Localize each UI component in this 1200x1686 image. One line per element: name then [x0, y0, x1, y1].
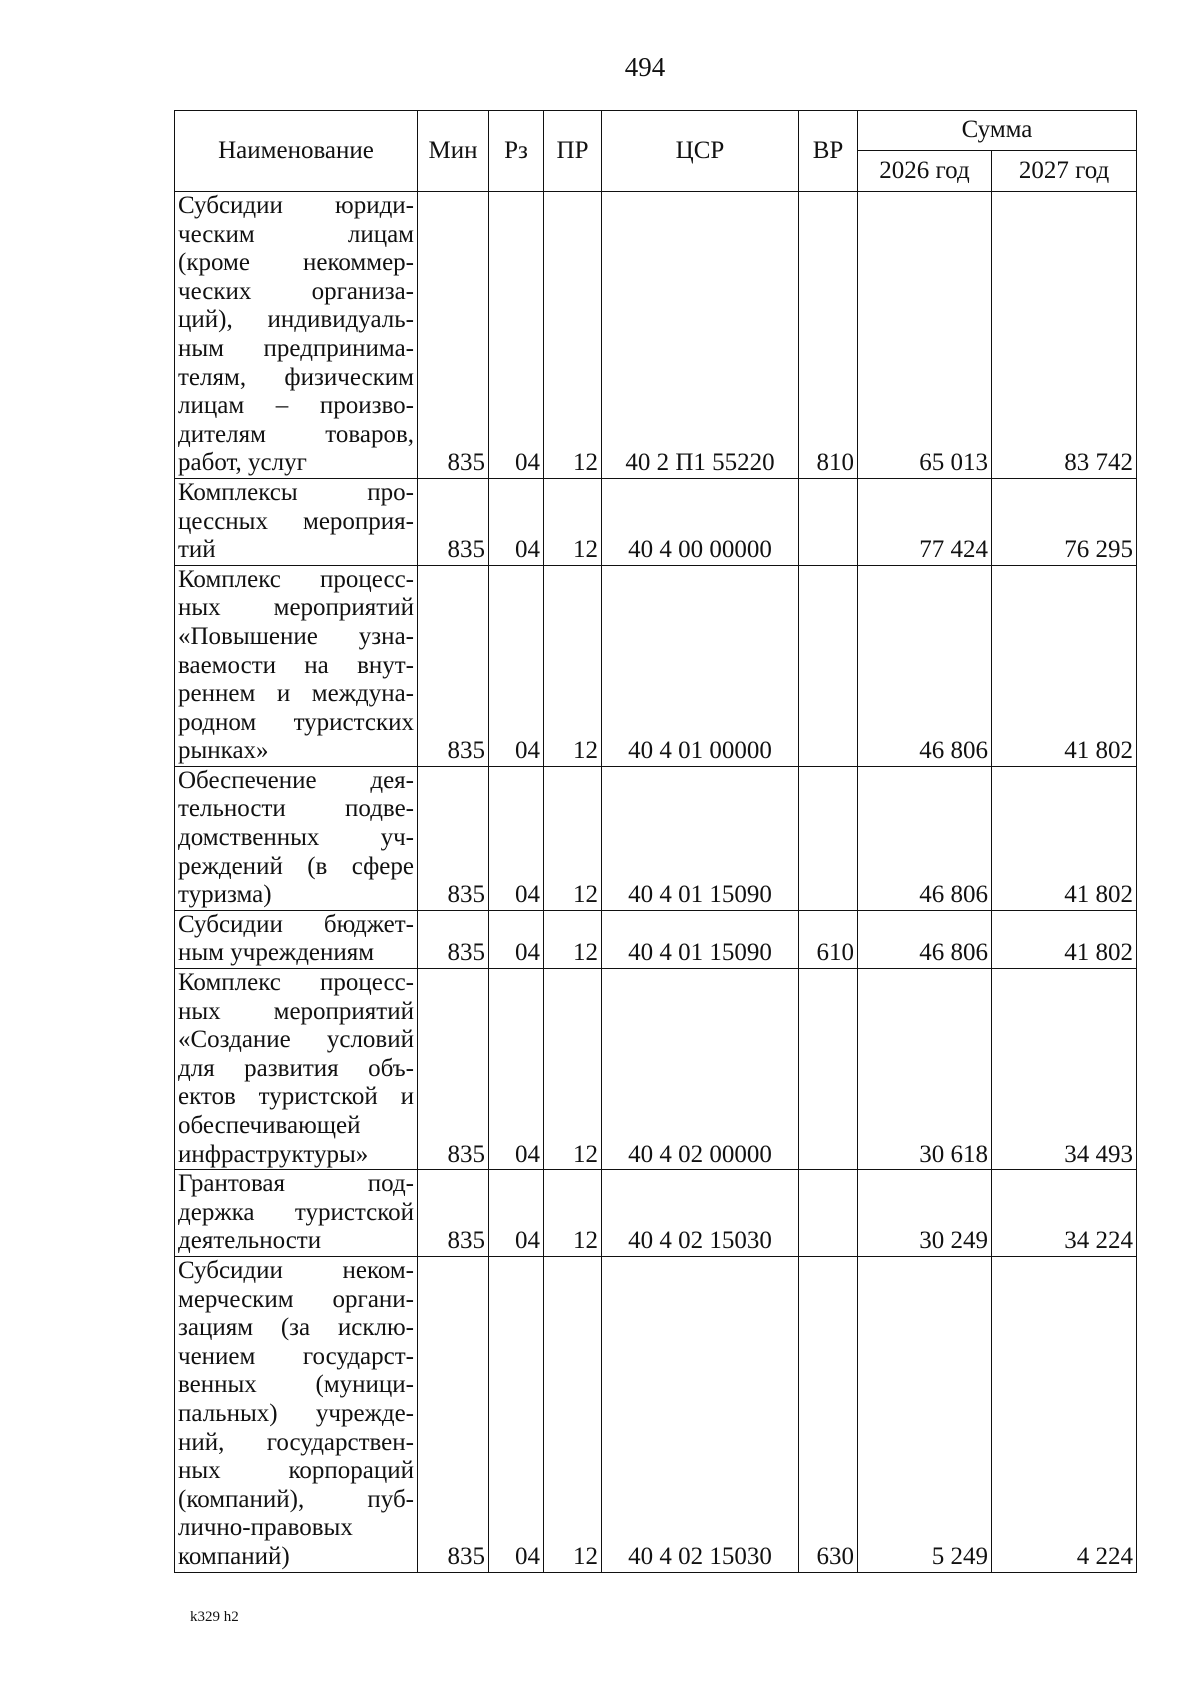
row-sum-2026: 65 013 — [858, 192, 992, 479]
table-row — [175, 969, 1137, 1170]
row-csr: 40 4 01 15090 — [602, 766, 799, 910]
row-rz: 04 — [489, 478, 544, 565]
row-name-line: Грантовая под- — [178, 1170, 414, 1198]
row-csr: 40 4 02 15030 — [602, 1256, 799, 1572]
row-rz: 04 — [489, 192, 544, 479]
row-name-line: телям, физическим — [178, 363, 414, 391]
row-name — [175, 1256, 418, 1572]
row-pr: 12 — [544, 969, 602, 1170]
row-name-line: дителям товаров, — [178, 420, 414, 448]
row-pr: 12 — [544, 192, 602, 479]
header-csr: ЦСР — [602, 111, 799, 192]
table-row — [175, 1170, 1137, 1257]
row-sum-2027: 4 224 — [992, 1256, 1137, 1572]
header-name: Наименование — [175, 111, 418, 192]
table-row — [175, 478, 1137, 565]
row-name-line: ных мероприятий — [178, 997, 414, 1025]
row-rz: 04 — [489, 565, 544, 766]
row-vr — [799, 766, 858, 910]
row-csr: 40 4 02 15030 — [602, 1170, 799, 1257]
row-pr: 12 — [544, 1170, 602, 1257]
row-name-line: рынках» — [178, 737, 269, 765]
header-sum: Сумма — [858, 111, 1137, 151]
row-name-line: чением государст- — [178, 1342, 414, 1370]
row-name-line: пальных) учрежде- — [178, 1399, 414, 1427]
row-min: 835 — [418, 478, 489, 565]
row-name-line: зациям (за исклю- — [178, 1314, 414, 1342]
row-name-line: тий — [178, 536, 216, 564]
row-name-line: держка туристской — [178, 1198, 414, 1226]
row-name-line: компаний) — [178, 1542, 290, 1570]
row-name-line: Субсидии бюджет- — [178, 910, 414, 938]
row-sum-2027: 41 802 — [992, 565, 1137, 766]
row-min: 835 — [418, 1256, 489, 1572]
header-vr: ВР — [799, 111, 858, 192]
row-pr: 12 — [544, 766, 602, 910]
row-min: 835 — [418, 192, 489, 479]
row-name-line: Комплексы про- — [178, 478, 414, 506]
row-csr: 40 4 02 00000 — [602, 969, 799, 1170]
header-rz: Рз — [489, 111, 544, 192]
row-name-line: ций), индивидуаль- — [178, 306, 414, 334]
row-min: 835 — [418, 910, 489, 968]
row-name-line: реннем и междуна- — [178, 680, 414, 708]
row-rz: 04 — [489, 910, 544, 968]
footer-code: k329 h2 — [190, 1609, 239, 1625]
row-min: 835 — [418, 766, 489, 910]
row-vr: 630 — [799, 1256, 858, 1572]
row-sum-2027: 41 802 — [992, 910, 1137, 968]
row-vr: 810 — [799, 192, 858, 479]
row-vr — [799, 1170, 858, 1257]
row-min: 835 — [418, 1170, 489, 1257]
row-name-line: (компаний), пуб- — [178, 1485, 414, 1513]
table-row — [175, 766, 1137, 910]
row-vr — [799, 969, 858, 1170]
row-name-line: ний, государствен- — [178, 1428, 414, 1456]
row-name — [175, 910, 418, 968]
row-name-line: для развития объ- — [178, 1054, 414, 1082]
row-name-line: лично-правовых — [178, 1514, 353, 1542]
row-name-line: ческих организа- — [178, 277, 414, 305]
row-name-line: родном туристских — [178, 708, 414, 736]
row-min: 835 — [418, 969, 489, 1170]
row-name-line: туризма) — [178, 881, 272, 909]
row-vr — [799, 478, 858, 565]
table-header — [175, 111, 1137, 192]
row-name — [175, 1170, 418, 1257]
table-body — [175, 192, 1137, 1573]
row-sum-2026: 30 249 — [858, 1170, 992, 1257]
row-name-line: цессных мероприя- — [178, 507, 414, 535]
row-csr: 40 4 00 00000 — [602, 478, 799, 565]
row-csr: 40 2 П1 55220 — [602, 192, 799, 479]
row-name-line: домственных уч- — [178, 824, 414, 852]
row-name — [175, 766, 418, 910]
row-min: 835 — [418, 565, 489, 766]
row-name-line: Субсидии неком- — [178, 1256, 414, 1284]
row-name-line: деятельности — [178, 1227, 322, 1255]
row-csr: 40 4 01 00000 — [602, 565, 799, 766]
row-name-line: Обеспечение дея- — [178, 766, 414, 794]
row-sum-2027: 34 493 — [992, 969, 1137, 1170]
row-name-line: работ, услуг — [178, 449, 307, 477]
header-year-2027: 2027 год — [992, 151, 1137, 192]
row-sum-2027: 41 802 — [992, 766, 1137, 910]
row-rz: 04 — [489, 766, 544, 910]
row-name — [175, 969, 418, 1170]
row-name-line: обеспечивающей — [178, 1112, 361, 1139]
row-name — [175, 192, 418, 479]
header-pr: ПР — [544, 111, 602, 192]
row-name-line: Комплекс процесс- — [178, 969, 414, 997]
row-name-line: лицам – произво- — [178, 392, 414, 420]
row-name-line: ным предпринима- — [178, 334, 414, 362]
row-sum-2026: 77 424 — [858, 478, 992, 565]
page-number: 494 — [624, 52, 666, 82]
row-name-line: венных (муници- — [178, 1371, 414, 1399]
budget-table — [174, 110, 1137, 1573]
row-name-line: Комплекс процесс- — [178, 565, 414, 593]
row-vr — [799, 565, 858, 766]
row-name-line: ваемости на внут- — [178, 651, 414, 679]
row-sum-2026: 46 806 — [858, 766, 992, 910]
row-sum-2026: 46 806 — [858, 565, 992, 766]
row-name-line: реждений (в сфере — [178, 852, 414, 880]
row-pr: 12 — [544, 1256, 602, 1572]
row-name — [175, 478, 418, 565]
row-name-line: тельности подве- — [178, 795, 414, 823]
header-min: Мин — [418, 111, 489, 192]
row-name-line: ческим лицам — [178, 220, 414, 248]
row-rz: 04 — [489, 1170, 544, 1257]
row-vr: 610 — [799, 910, 858, 968]
table-row — [175, 1256, 1137, 1572]
row-pr: 12 — [544, 478, 602, 565]
row-name-line: мерческим органи- — [178, 1285, 414, 1313]
row-sum-2027: 83 742 — [992, 192, 1137, 479]
row-sum-2026: 46 806 — [858, 910, 992, 968]
row-name-line: инфраструктуры» — [178, 1140, 369, 1168]
row-name-line: «Создание условий — [178, 1026, 414, 1054]
row-name — [175, 565, 418, 766]
row-pr: 12 — [544, 910, 602, 968]
row-sum-2026: 30 618 — [858, 969, 992, 1170]
row-name-line: ным учреждениям — [178, 939, 375, 967]
row-name-line: «Повышение узна- — [178, 622, 414, 650]
table-row — [175, 565, 1137, 766]
row-rz: 04 — [489, 1256, 544, 1572]
row-sum-2027: 76 295 — [992, 478, 1137, 565]
table-row — [175, 910, 1137, 968]
row-sum-2027: 34 224 — [992, 1170, 1137, 1257]
row-csr: 40 4 01 15090 — [602, 910, 799, 968]
row-name-line: (кроме некоммер- — [178, 249, 414, 277]
row-rz: 04 — [489, 969, 544, 1170]
row-name-line: ных мероприятий — [178, 594, 414, 622]
header-year-2026: 2026 год — [858, 151, 992, 192]
table-row — [175, 192, 1137, 479]
row-name-line: ектов туристской и — [178, 1083, 414, 1111]
row-name-line: Субсидии юриди- — [178, 192, 414, 219]
row-name-line: ных корпораций — [178, 1457, 414, 1485]
row-sum-2026: 5 249 — [858, 1256, 992, 1572]
row-pr: 12 — [544, 565, 602, 766]
